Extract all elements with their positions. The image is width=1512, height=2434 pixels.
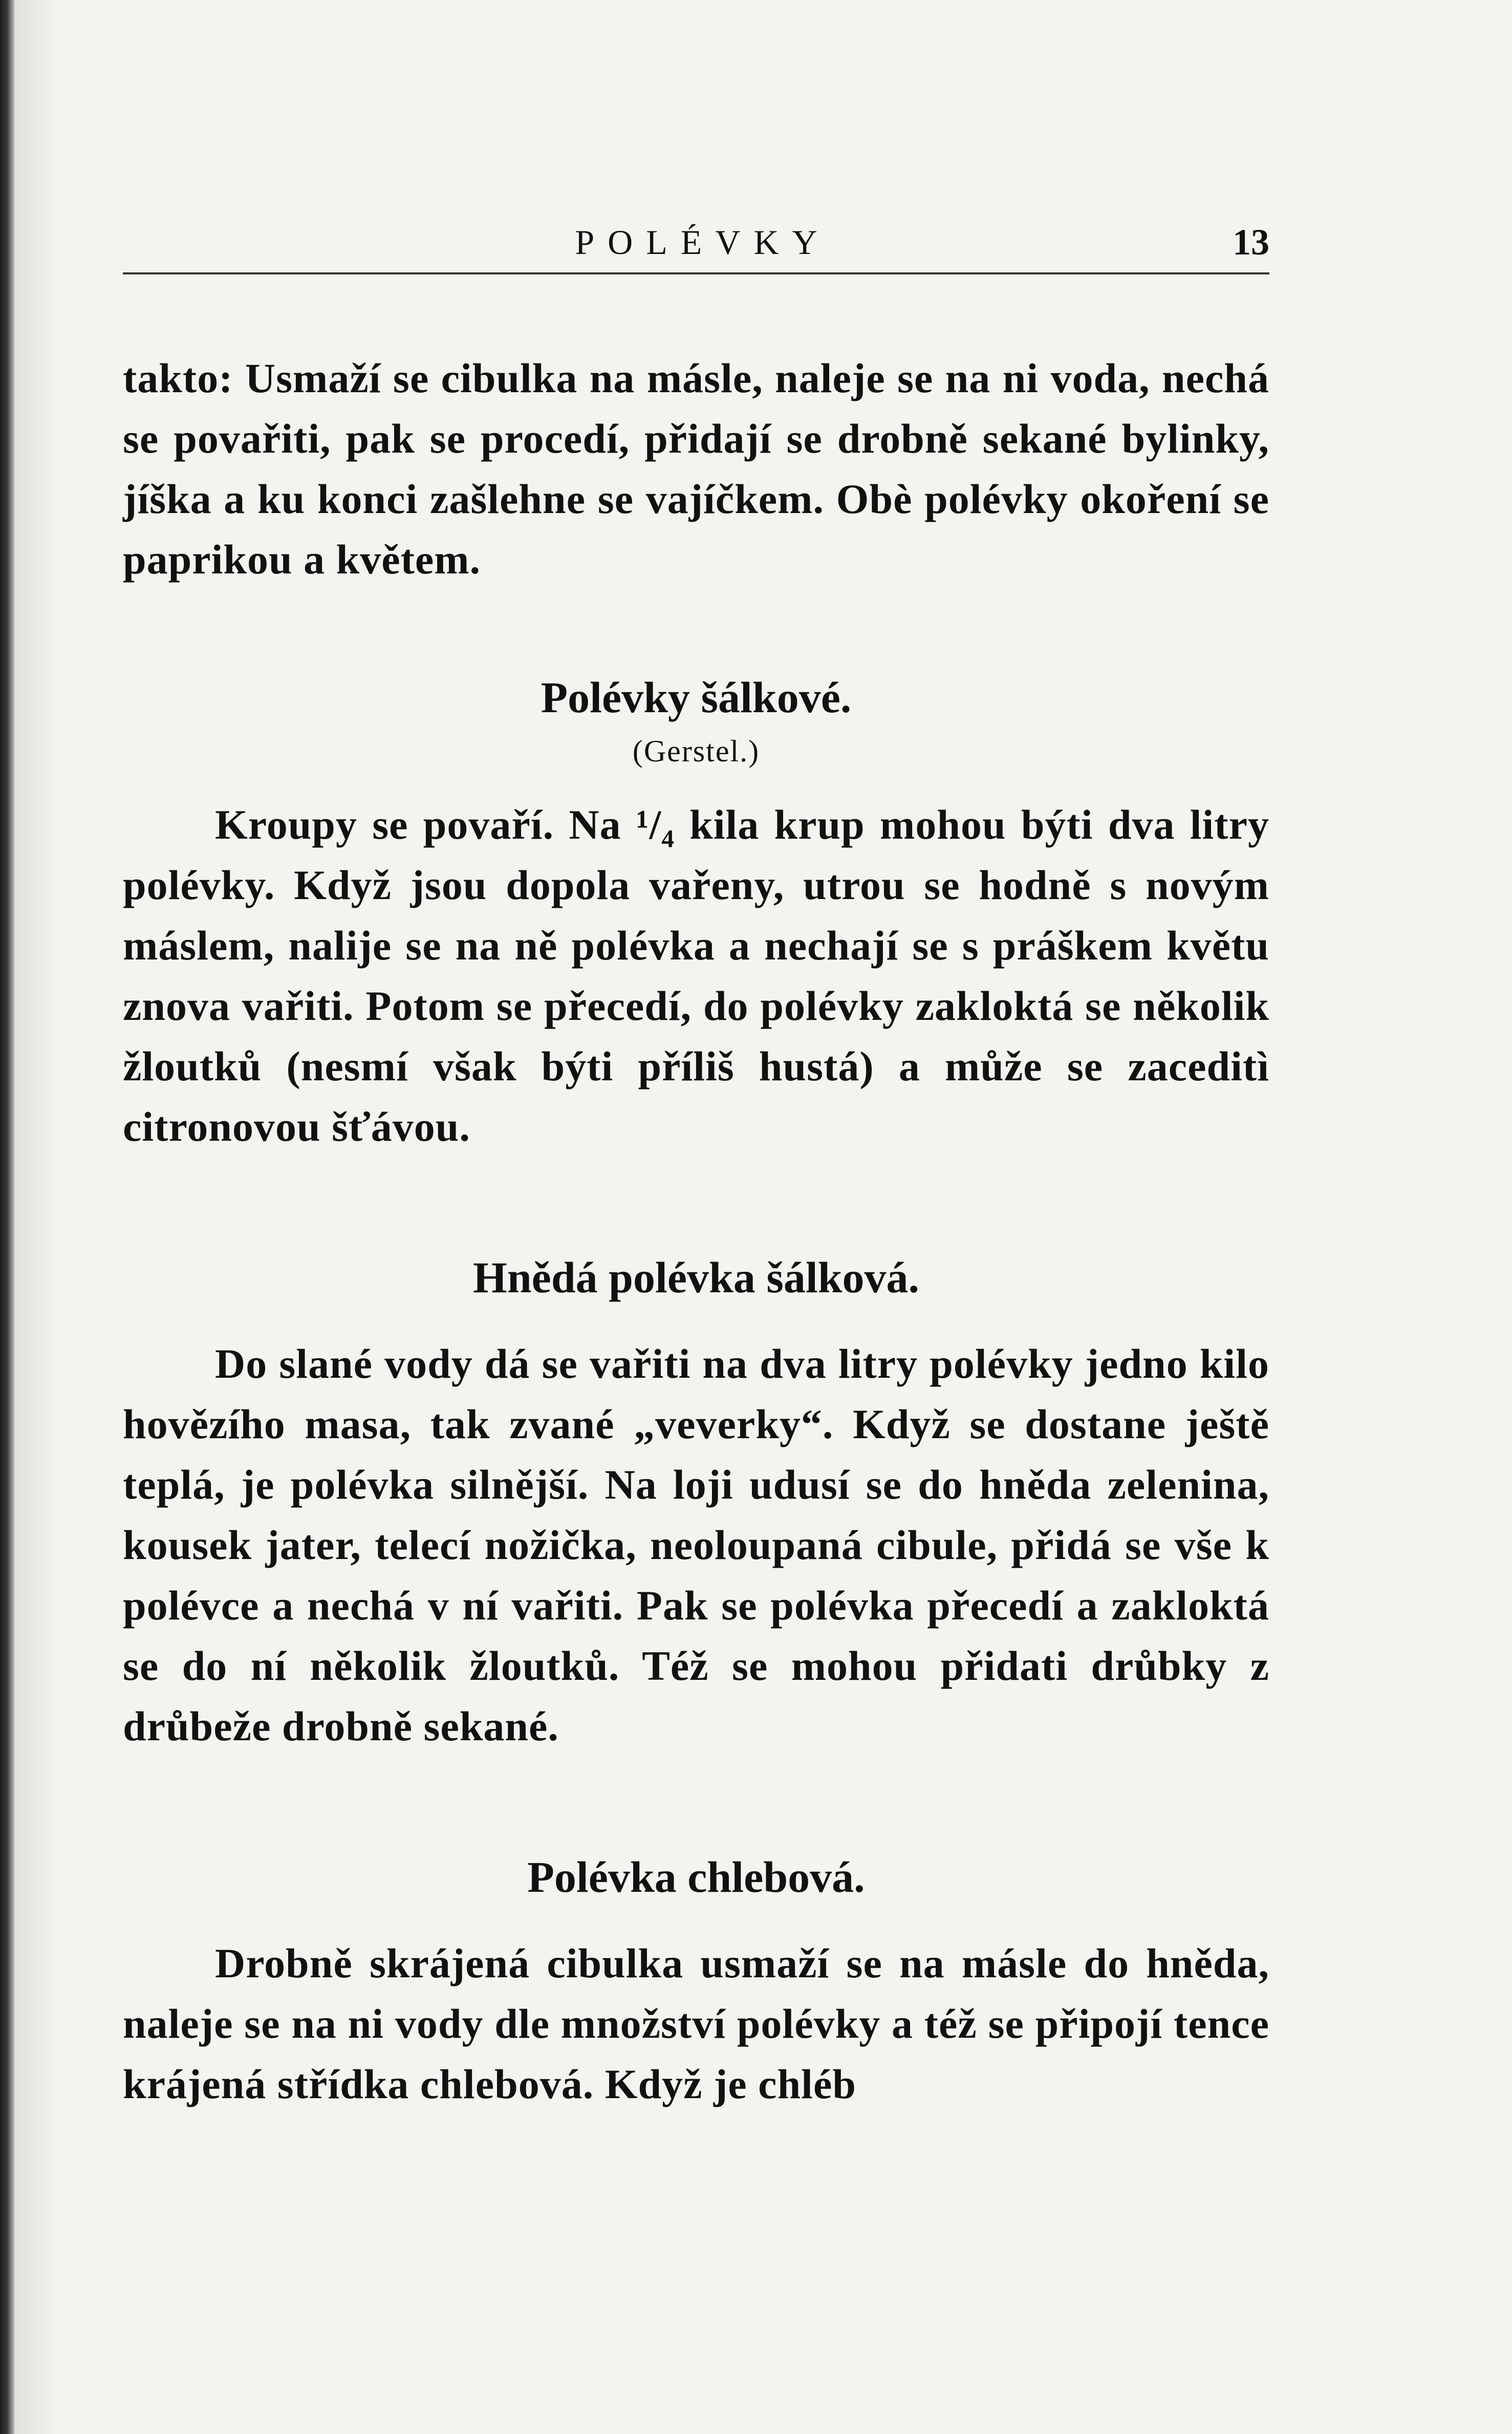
scan-gutter-shadow [14,0,60,2434]
intro-paragraph: takto: Usmaží se cibulka na másle, naleje se na ni voda, nechá se povařiti, pak se procedí, přidají se drobně sekané bylinky, jíška a ku konci zašlehne se vajíčkem. Obè polévky okoření se paprikou a květem. [123,355,1269,583]
scan-left-edge [0,0,14,2434]
section-title-chlebova: Polévka chlebová. [527,1852,865,1902]
section-title-salkove: Polévky šálkové. [541,673,852,722]
section-title-hneda: Hnědá polévka šálková. [472,1253,920,1302]
page-number: 13 [1233,222,1269,263]
running-title: POLÉVKY [575,223,831,262]
section-paragraph-chlebova: Drobně skrájená cibulka usmaží se na másle do hněda, naleje se na ni vody dle množství polévky a též se připojí tence krájená střídka chlebová. Když je chléb [123,1940,1269,2107]
section-paragraph-salkove: Kroupy se povaří. Na ¹/₄ kila krup mohou býti dva litry polévky. Když jsou dopola vařeny, utrou se hodně s novým máslem, nalije se na ně polévka a nechají se s práškem květu znova vařiti. Potom se přecedí, do polévky zakloktá se několik žloutků (nesmí však býti příliš hustá) a může se zaceditì citronovou šťávou. [123,801,1269,1150]
section-paragraph-hneda: Do slané vody dá se vařiti na dva litry polévky jedno kilo hovězího masa, tak zvané „veverky“. Když se dostane ještě teplá, je polévka silnější. Na loji udusí se do hněda zelenina, kousek jater, telecí nožička, neoloupaná cibule, přidá se vše k polévce a nechá v ní vařiti. Pak se polévka přecedí a zakloktá se do ní několik žloutků. Též se mohou přidati drůbky z drůbeže drobně sekané. [123,1340,1269,1749]
section-subtitle-gerstel: (Gerstel.) [632,734,760,768]
running-head [123,215,1269,271]
book-page [123,215,1269,2115]
page-body [123,271,1269,2115]
header-rule [123,272,1269,274]
